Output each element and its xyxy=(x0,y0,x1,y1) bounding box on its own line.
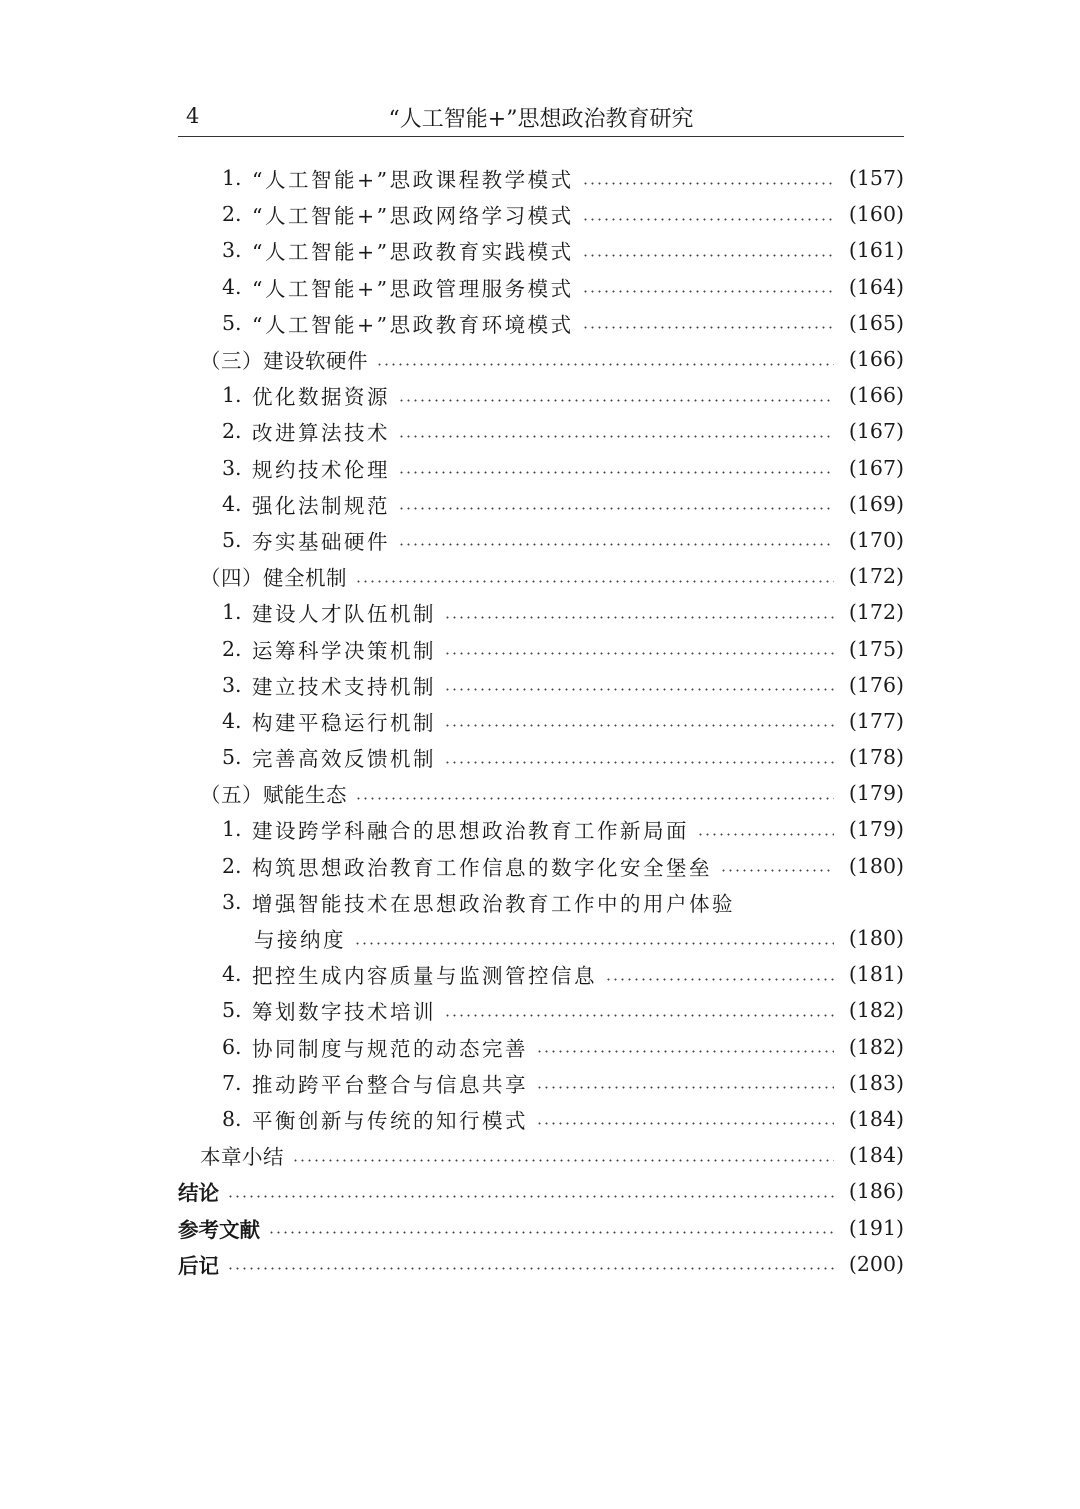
toc-entry-title: 推动跨平台整合与信息共享 xyxy=(252,1072,528,1097)
toc-entry[interactable] xyxy=(178,305,904,341)
toc-entry-title: “人工智能+”思政课程教学模式 xyxy=(252,168,574,193)
toc-entry-title: 建设人才队伍机制 xyxy=(252,602,436,627)
dot-leader xyxy=(355,580,834,583)
toc-entry[interactable] xyxy=(178,739,904,775)
dot-leader xyxy=(444,652,834,655)
toc-entry-page: (179) xyxy=(848,817,904,842)
toc-entry-title: 本章小结 xyxy=(200,1145,284,1170)
toc-entry-title: 构建平稳运行机制 xyxy=(252,710,436,735)
toc-entry-title: 规约技术伦理 xyxy=(252,457,390,482)
toc-entry-title: 协同制度与规范的动态完善 xyxy=(252,1036,528,1061)
toc-entry[interactable] xyxy=(178,413,904,449)
dot-leader xyxy=(444,688,834,691)
toc-entry[interactable] xyxy=(178,667,904,703)
toc-entry-page: (184) xyxy=(848,1143,904,1168)
toc-entry-number: 5. xyxy=(222,527,242,552)
toc-entry-number: 4. xyxy=(222,708,242,733)
toc-entry[interactable] xyxy=(178,232,904,268)
toc-entry[interactable] xyxy=(178,956,904,992)
toc-entry[interactable] xyxy=(178,1137,904,1173)
toc-entry-page: (178) xyxy=(848,745,904,770)
toc-entry-number: 3. xyxy=(222,672,242,697)
toc-entry-page: (165) xyxy=(848,310,904,335)
toc-entry-number: 2. xyxy=(222,636,242,661)
dot-leader xyxy=(720,869,834,872)
toc-entry-number: 2. xyxy=(222,853,242,878)
toc-entry-title: 构筑思想政治教育工作信息的数字化安全堡垒 xyxy=(252,855,712,880)
toc-entry-number: 1. xyxy=(222,166,242,191)
toc-entry[interactable] xyxy=(178,848,904,884)
toc-entry-title: 建立技术支持机制 xyxy=(252,674,436,699)
toc-entry[interactable] xyxy=(178,558,904,594)
dot-leader xyxy=(582,254,834,257)
toc-entry-number: 2. xyxy=(222,202,242,227)
toc-entry-title: 增强智能技术在思想政治教育工作中的用户体验 xyxy=(252,891,735,916)
toc-entry-number: 1. xyxy=(222,600,242,625)
toc-entry-page: (179) xyxy=(848,781,904,806)
toc-entry-page: (181) xyxy=(848,962,904,987)
toc-entry-title: 筹划数字技术培训 xyxy=(252,1000,436,1025)
toc-entry-number: 1. xyxy=(222,383,242,408)
dot-leader xyxy=(444,616,834,619)
toc-entry-number: 8. xyxy=(222,1106,242,1131)
toc-entry-title: 与接纳度 xyxy=(254,928,346,953)
toc-entry-page: (164) xyxy=(848,274,904,299)
toc-entry-title: 完善高效反馈机制 xyxy=(252,747,436,772)
toc-entry-number: 5. xyxy=(222,310,242,335)
toc-entry-number: 3. xyxy=(222,238,242,263)
dot-leader xyxy=(536,1050,834,1053)
toc-entry[interactable] xyxy=(178,775,904,811)
dot-leader xyxy=(605,978,834,981)
dot-leader xyxy=(354,942,834,945)
dot-leader xyxy=(582,290,834,293)
dot-leader xyxy=(398,507,834,510)
toc-entry-title: （五）赋能生态 xyxy=(200,783,347,808)
dot-leader xyxy=(697,833,834,836)
table-of-contents xyxy=(178,160,904,1282)
dot-leader xyxy=(536,1086,834,1089)
toc-entry-page: (180) xyxy=(848,853,904,878)
toc-entry[interactable] xyxy=(178,630,904,666)
toc-entry[interactable] xyxy=(178,196,904,232)
toc-entry-page: (176) xyxy=(848,672,904,697)
toc-entry[interactable] xyxy=(178,1173,904,1209)
dot-leader xyxy=(398,399,834,402)
toc-entry-title: 运筹科学决策机制 xyxy=(252,638,436,663)
toc-entry[interactable] xyxy=(178,1209,904,1245)
toc-entry[interactable] xyxy=(178,1246,904,1282)
toc-entry-number: 4. xyxy=(222,962,242,987)
toc-entry[interactable] xyxy=(178,450,904,486)
toc-entry-number: 4. xyxy=(222,491,242,516)
toc-entry-title: （四）健全机制 xyxy=(200,566,347,591)
toc-entry-title: “人工智能+”思政教育环境模式 xyxy=(252,312,574,337)
dot-leader xyxy=(398,471,834,474)
toc-entry-page: (186) xyxy=(848,1179,904,1204)
toc-entry[interactable] xyxy=(178,703,904,739)
dot-leader xyxy=(582,326,834,329)
toc-entry-page: (180) xyxy=(848,926,904,951)
toc-entry-page: (157) xyxy=(848,166,904,191)
toc-entry-number: 6. xyxy=(222,1034,242,1059)
dot-leader xyxy=(376,363,834,366)
toc-entry[interactable] xyxy=(178,1065,904,1101)
toc-entry-number: 5. xyxy=(222,745,242,770)
toc-entry[interactable] xyxy=(178,486,904,522)
dot-leader xyxy=(292,1159,834,1162)
toc-entry[interactable] xyxy=(178,811,904,847)
toc-entry[interactable] xyxy=(178,1101,904,1137)
toc-entry[interactable] xyxy=(178,160,904,196)
toc-entry-title: 参考文献 xyxy=(178,1217,260,1242)
dot-leader xyxy=(582,182,834,185)
toc-entry-title: “人工智能+”思政网络学习模式 xyxy=(252,204,574,229)
toc-entry-number: 3. xyxy=(222,455,242,480)
dot-leader xyxy=(355,797,834,800)
dot-leader xyxy=(444,724,834,727)
dot-leader xyxy=(268,1231,834,1234)
toc-entry-page: (200) xyxy=(848,1251,904,1276)
toc-entry[interactable] xyxy=(178,522,904,558)
dot-leader xyxy=(227,1267,834,1270)
toc-entry-page: (191) xyxy=(848,1215,904,1240)
toc-entry[interactable] xyxy=(178,269,904,305)
toc-entry-title: 优化数据资源 xyxy=(252,385,390,410)
toc-entry-title: “人工智能+”思政管理服务模式 xyxy=(252,276,574,301)
toc-entry-title: 强化法制规范 xyxy=(252,493,390,518)
toc-entry-title: 后记 xyxy=(178,1253,219,1278)
toc-entry-title: （三）建设软硬件 xyxy=(200,349,368,374)
page-number: 4 xyxy=(186,104,200,128)
toc-entry-page: (161) xyxy=(848,238,904,263)
toc-entry-page: (183) xyxy=(848,1070,904,1095)
toc-entry[interactable] xyxy=(178,884,904,920)
toc-entry-title: “人工智能+”思政教育实践模式 xyxy=(252,240,574,265)
toc-entry-page: (166) xyxy=(848,347,904,372)
toc-entry[interactable] xyxy=(178,377,904,413)
toc-entry-number: 2. xyxy=(222,419,242,444)
dot-leader xyxy=(227,1195,834,1198)
toc-entry-number: 1. xyxy=(222,817,242,842)
page-header xyxy=(178,100,904,137)
dot-leader xyxy=(536,1122,834,1125)
toc-entry-title: 平衡创新与传统的知行模式 xyxy=(252,1108,528,1133)
toc-entry-page: (167) xyxy=(848,419,904,444)
dot-leader xyxy=(582,218,834,221)
toc-entry-page: (182) xyxy=(848,1034,904,1059)
toc-entry-page: (172) xyxy=(848,600,904,625)
toc-entry-number: 4. xyxy=(222,274,242,299)
toc-entry-title: 结论 xyxy=(178,1181,219,1206)
toc-entry-page: (177) xyxy=(848,708,904,733)
toc-entry-number: 5. xyxy=(222,998,242,1023)
toc-entry-page: (172) xyxy=(848,564,904,589)
toc-entry-page: (166) xyxy=(848,383,904,408)
toc-entry-title: 夯实基础硬件 xyxy=(252,529,390,554)
toc-entry-page: (170) xyxy=(848,527,904,552)
toc-entry-page: (169) xyxy=(848,491,904,516)
toc-entry-title: 建设跨学科融合的思想政治教育工作新局面 xyxy=(252,819,689,844)
toc-entry[interactable] xyxy=(178,1029,904,1065)
dot-leader xyxy=(398,435,834,438)
toc-entry-number: 7. xyxy=(222,1070,242,1095)
toc-entry-page: (160) xyxy=(848,202,904,227)
toc-entry[interactable] xyxy=(178,341,904,377)
dot-leader xyxy=(444,1014,834,1017)
toc-entry[interactable] xyxy=(178,594,904,630)
toc-entry-page: (175) xyxy=(848,636,904,661)
toc-entry[interactable] xyxy=(178,920,904,956)
toc-entry-page: (182) xyxy=(848,998,904,1023)
toc-entry-page: (167) xyxy=(848,455,904,480)
toc-entry-title: 把控生成内容质量与监测管控信息 xyxy=(252,964,597,989)
toc-entry[interactable] xyxy=(178,992,904,1028)
dot-leader xyxy=(398,543,834,546)
dot-leader xyxy=(444,761,834,764)
toc-entry-number: 3. xyxy=(222,889,242,914)
toc-entry-title: 改进算法技术 xyxy=(252,421,390,446)
running-title: “人工智能+”思想政治教育研究 xyxy=(388,107,694,132)
toc-entry-page: (184) xyxy=(848,1106,904,1131)
